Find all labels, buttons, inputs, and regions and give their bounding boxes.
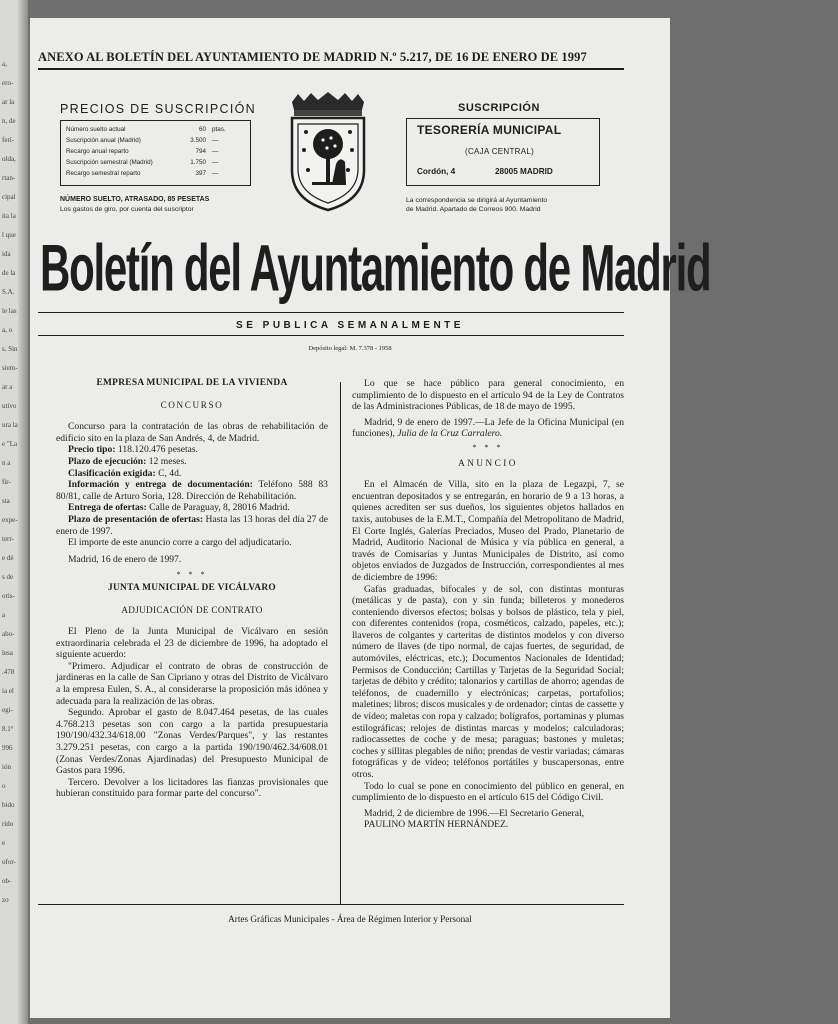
- spine-fragment: ferí-: [2, 136, 15, 144]
- spine-fragment: s. Sin: [2, 345, 18, 353]
- field-value: 12 meses.: [148, 455, 187, 467]
- separator-stars: * * *: [176, 570, 208, 580]
- signature-text: Madrid, 9 de enero de 1997.—La Jefe de la Oficina Municipal (en funciones),: [352, 416, 624, 440]
- treasury-zip: 28005 MADRID: [495, 167, 553, 176]
- deadline-line: [56, 514, 328, 537]
- field-value: Hasta las 13 horas del día 27 de enero de 1997.: [56, 513, 328, 537]
- spine-fragment: S.A.: [2, 288, 15, 296]
- paragraph: Lo que se hace público para general conocimiento, en cumplimiento de lo dispuesto en el artículo 94 de la Ley de Contratos de las Administraciones Públicas, de 18 de mayo de 1995.: [352, 378, 624, 413]
- field-label: Precio tipo:: [68, 444, 116, 456]
- spine-fragment: s de: [2, 573, 14, 581]
- concurso-intro: Concurso para la contratación de las obras de rehabilitación de edificio sito en la plaza de San Andrés, 4, de Madrid.: [56, 421, 328, 444]
- field-value: Calle de Paraguay, 8, 28016 Madrid.: [149, 502, 290, 514]
- subscription-title: SUSCRIPCIÓN: [458, 102, 540, 114]
- correspondence-line: La correspondencia se dirigirá al Ayuntamiento: [406, 197, 548, 204]
- column-divider: [340, 382, 341, 904]
- field-value: 118.120.476 pesetas.: [117, 444, 199, 456]
- price-label: Suscripción semestral (Madrid): [66, 159, 153, 166]
- signer-name: PAULINO MARTÍN HERNÁNDEZ.: [364, 819, 509, 831]
- price-row: [66, 137, 246, 148]
- classification-line: [56, 468, 328, 480]
- spine-fragment: ita la: [2, 212, 16, 220]
- price-label: Número suelto actual: [66, 126, 126, 133]
- cost-note: El importe de este anuncio corre a cargo del adjudicatario.: [68, 537, 292, 549]
- spine-fragment: n a: [2, 459, 11, 467]
- section-title: EMPRESA MUNICIPAL DE LA VIVIENDA: [96, 378, 288, 388]
- bulletin-page: [30, 18, 711, 1018]
- annex-header: ANEXO AL BOLETÍN DEL AYUNTAMIENTO DE MADRID N.º 5.217, DE 16 DE ENERO DE 1997: [38, 50, 587, 64]
- price-unit: —: [212, 148, 219, 155]
- field-label: Clasificación exigida:: [68, 467, 156, 479]
- signer-name: Julia de la Cruz Carralero.: [397, 428, 503, 440]
- spine-fragment: lesa: [2, 649, 13, 657]
- spine-fragment: oris-: [2, 592, 15, 600]
- spine-fragment: .478: [2, 668, 15, 676]
- spine-fragment: egi-: [2, 706, 13, 714]
- signature-line: [352, 417, 624, 440]
- masthead-text: Boletín del Ayuntamiento de Madrid: [40, 231, 711, 305]
- spine-fragment: 996: [2, 744, 13, 752]
- spine-fragment: expe-: [2, 516, 18, 524]
- spine-fragment: ofor-: [2, 858, 16, 866]
- spine-fragment: e "La: [2, 440, 18, 448]
- price-row: [66, 159, 246, 170]
- spine-shadow: [18, 0, 28, 1024]
- header-rule: [38, 68, 624, 70]
- weekly-publication-note: SE PUBLICA SEMANALMENTE: [236, 320, 464, 331]
- price-unit: —: [212, 170, 219, 177]
- spine-fragment: cipal: [2, 193, 16, 201]
- masthead-rule-top: [38, 312, 624, 313]
- term-line: [56, 456, 328, 468]
- left-column: [56, 378, 328, 800]
- footer-rule: [38, 904, 624, 905]
- spine-fragment: ida: [2, 250, 11, 258]
- spine-fragment: o: [2, 782, 6, 790]
- correspondence-line: de Madrid. Apartado de Correos 900. Madrid: [406, 206, 541, 213]
- spine-fragment: de la: [2, 269, 16, 277]
- spine-fragment: le las: [2, 307, 17, 315]
- spine-fragment: terr-: [2, 535, 14, 543]
- spine-fragment: n, de: [2, 117, 16, 125]
- spine-fragment: bido: [2, 801, 15, 809]
- spine-fragment: l que: [2, 231, 16, 239]
- spine-fragment: 8.1ª: [2, 725, 13, 733]
- paragraph: "Primero. Adjudicar el contrato de obras de construcción de jardineras en la calle de San Cipriano y otras del Distrito de Vicálvaro a la empresa Eulen, S. A., al considerarse la proposición más idónea y adecuada para la realización de las obras.: [56, 660, 328, 707]
- spine-fragment: zo: [2, 896, 9, 904]
- treasury-office: TESORERÍA MUNICIPAL: [417, 123, 562, 137]
- price-amount: 397: [195, 170, 206, 177]
- madrid-coat-of-arms-icon: [284, 92, 372, 212]
- spine-fragment: sta: [2, 497, 10, 505]
- treasury-address: Cordón, 4: [417, 167, 456, 176]
- spine-fragment: abo-: [2, 630, 15, 638]
- price-amount: 60: [198, 126, 206, 133]
- spine-fragment: fir-: [2, 478, 11, 486]
- field-value: Teléfono 588 83 80/81, calle de Arturo Soria, 128. Dirección de Rehabilitación.: [56, 479, 328, 502]
- anuncio-title: ANUNCIO: [458, 457, 518, 468]
- paragraph: Segundo. Aprobar el gasto de 8.047.464 pesetas, de las cuales 4.768.213 pesetas son con cargo a la partida presupuestaria 190/190/432.34/618.00 "Zonas Verdes/Parques", y las restantes 3.279.251 pesetas, con cargo a la partida 190/190/462.34/608.01 (Zonas Verdes/Zonas Ajardinadas) del Presupuesto Municipal de Gastos para 1996.: [56, 707, 328, 777]
- spine-fragment: ar la: [2, 98, 15, 106]
- printer-footer: Artes Gráficas Municipales - Área de Régimen Interior y Personal: [228, 914, 472, 924]
- price-unit: ptas.: [212, 126, 226, 133]
- information-line: [56, 479, 328, 502]
- paragraph: Tercero. Devolver a los licitadores las fianzas provisionales que hubieran constituido para formar parte del concurso".: [56, 776, 328, 800]
- price-row: [66, 170, 246, 181]
- masthead-title: [40, 230, 711, 306]
- postage-note: Los gastos de giro, por cuenta del suscriptor: [60, 206, 194, 213]
- price-amount: 1.750: [190, 159, 206, 166]
- price-amount: 794: [195, 148, 206, 155]
- treasury-box: [406, 118, 600, 186]
- price-row: [66, 126, 246, 137]
- price-amount: 3.500: [190, 137, 206, 144]
- field-label: Información y entrega de documentación:: [68, 479, 253, 491]
- field-label: Plazo de ejecución:: [68, 455, 147, 467]
- spine-fragment: e: [2, 839, 6, 847]
- masthead-rule-bottom: [38, 335, 624, 336]
- paragraph: El Pleno de la Junta Municipal de Vicálvaro en sesión extraordinaria celebrada el 23 de diciembre de 1996, ha adoptado el siguiente acuerdo:: [56, 626, 328, 661]
- spine-fragment: ob-: [2, 877, 12, 885]
- spine-fragment: e dé: [2, 554, 14, 562]
- back-issue-note: NÚMERO SUELTO, ATRASADO, 85 PESETAS: [60, 196, 210, 203]
- treasury-office-sub: (CAJA CENTRAL): [465, 147, 535, 156]
- field-value: C, 4d.: [158, 467, 182, 479]
- paragraph: En el Almacén de Villa, sito en la plaza de Legazpi, 7, se encuentran depositados y se entregarán, en horario de 9 a 13 horas, a quienes acrediten ser sus dueños, los siguientes objetos hallados en taxis, autobuses de la E.M.T., Compañía del Metropolitano de Madrid, El Corte Inglés, Galerías Preciados, Museo del Prado, Planetario de Madrid, Auditorio Nacional de Música y vía pública en general, a través de Comisarías y Juntas Municipales de Distrito, así como objetos enviados de Juzgados de Instrucción, correspondientes al mes de diciembre de 1996:: [352, 479, 624, 583]
- right-column: [352, 378, 624, 831]
- separator-stars: * * *: [472, 442, 504, 452]
- price-label: Suscripción anual (Madrid): [66, 137, 141, 144]
- spine-fragment: rido: [2, 820, 14, 828]
- spine-fragment: ero-: [2, 79, 14, 87]
- price-row: [66, 148, 246, 159]
- spine-fragment: ión: [2, 763, 11, 771]
- spine-fragment: ura la: [2, 421, 18, 429]
- price-line: [56, 444, 328, 456]
- paragraph: Todo lo cual se pone en conocimiento del público en general, en cumplimiento de lo dispuesto en el artículo 615 del Código Civil.: [352, 780, 624, 804]
- field-label: Plazo de presentación de ofertas:: [68, 513, 204, 525]
- section-title: JUNTA MUNICIPAL DE VICÁLVARO: [107, 582, 277, 593]
- price-label: Recargo anual reparto: [66, 148, 129, 155]
- legal-deposit: Depósito legal: M. 7.378 - 1958: [308, 345, 392, 352]
- signature-text: Madrid, 2 de diciembre de 1996.—El Secretario General,: [364, 807, 585, 819]
- concurso-title: CONCURSO: [160, 399, 224, 410]
- offers-line: [56, 502, 328, 514]
- price-unit: —: [212, 137, 219, 144]
- book-spine: [0, 0, 28, 1024]
- price-table: [60, 120, 251, 186]
- field-label: Entrega de ofertas:: [68, 502, 147, 514]
- spine-fragment: ia el: [2, 687, 14, 695]
- date-line: Madrid, 16 de enero de 1997.: [68, 553, 182, 565]
- adjudication-title: ADJUDICACIÓN DE CONTRATO: [121, 604, 263, 615]
- price-label: Recargo semestral reparto: [66, 170, 141, 177]
- price-unit: —: [212, 159, 219, 166]
- spine-fragment: utivo: [2, 402, 17, 410]
- spine-fragment: a: [2, 611, 6, 619]
- correspondence-note: [406, 196, 547, 214]
- spine-fragment: a,: [2, 60, 7, 68]
- paragraph: Gafas graduadas, bifocales y de sol, con distintas monturas (metálicas y de pasta), con y sin funda; billeteros y monederos conteniendo diversos efectos; bolsas y bolsos de plástico, tela y piel, con diferentes contenidos (ropa, cosméticos, calzado, papeles, etc.); llaveros de colgantes y carteritas de distintos modelos y con diverso número de llaves (de tipo normal, de cajas fuertes, de seguridad, de automóviles, eléctricas, etc.); Documentos Nacionales de Identidad; Permisos de Conducción; Cartillas y Tarjetas de la Seguridad Social; tarjetas de débito y crédito; talonarios y cartillas de ahorro; agendas de teléfonos, de cuadernillo y electrónicas; carpetas, portafolios; maletines; libros; discos musicales y de ordenador; cintas de cassette y de vídeo; maletas con ropa y calzado; bolígrafos, portaminas y plumas estilográficas; relojes de distintas marcas y modelos; calculadoras; radiocassettes de coche y de mesa; paraguas; bastones y muletas; coches y sillitas plegables de niño; prendas de vestir variadas; cámaras fotográficas y de vídeo; teléfonos portátiles y buscapersonas, entre otros.: [352, 583, 624, 780]
- spine-fragment: a, o: [2, 326, 13, 334]
- spine-fragment: ar a: [2, 383, 13, 391]
- spine-fragment: olda,: [2, 155, 16, 163]
- spine-fragment: rtan-: [2, 174, 16, 182]
- prices-title: PRECIOS DE SUSCRIPCIÓN: [60, 102, 256, 116]
- spine-fragment: siem-: [2, 364, 18, 372]
